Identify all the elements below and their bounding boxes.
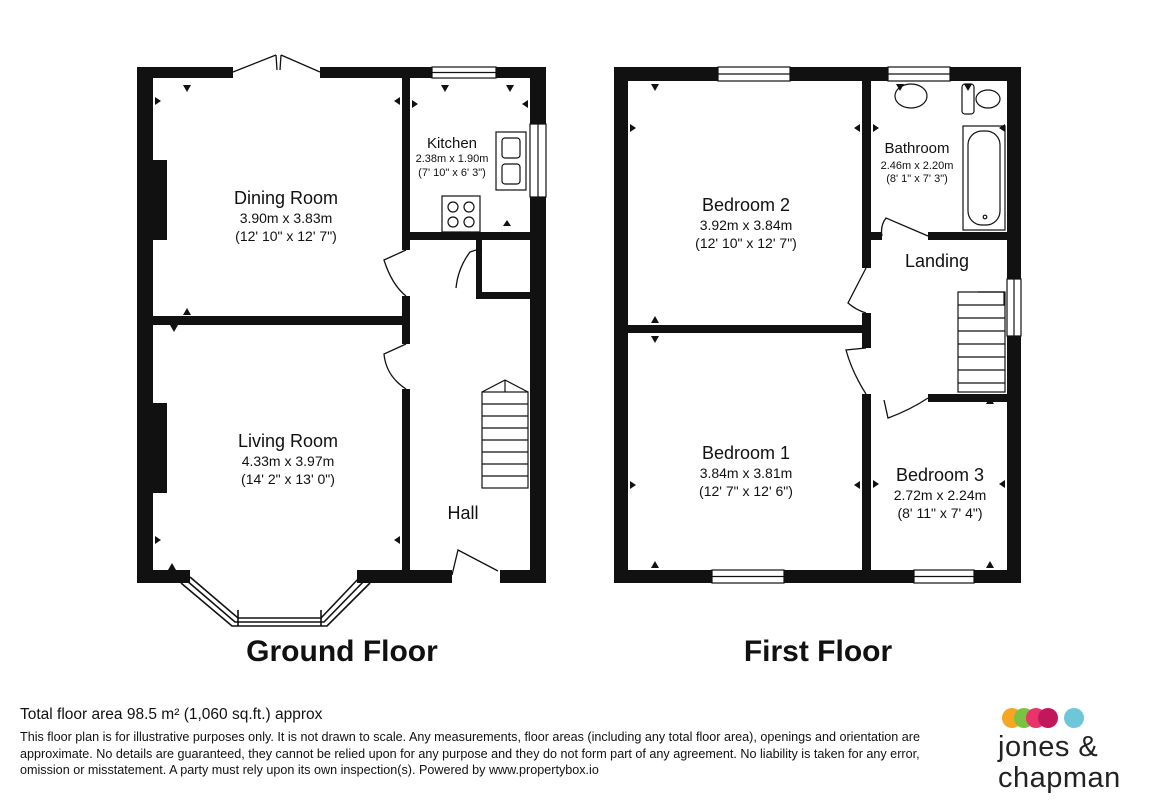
footer (20, 706, 960, 779)
bathroom-name: Bathroom (884, 140, 950, 157)
bedroom-2-metric: 3.92m x 3.84m (699, 217, 793, 233)
ground-floor-internal-walls (153, 67, 540, 570)
dining-room-metric: 3.90m x 3.83m (239, 210, 333, 226)
bedroom-2-imperial: (12' 10" x 12' 7") (695, 235, 797, 251)
hall-name: Hall (447, 503, 479, 523)
logo-dot-5 (1064, 708, 1084, 728)
logo-wordmark (998, 732, 1121, 794)
total-floor-area: Total floor area 98.5 m² (1,060 sq.ft.) approx (20, 706, 323, 723)
jones-chapman-logo (998, 706, 1148, 806)
logo-dot-4 (1038, 708, 1058, 728)
ground-floor-labels (234, 135, 488, 668)
first-floor-title: First Floor (743, 635, 893, 668)
disclaimer-text: This floor plan is for illustrative purposes only. It is not drawn to scale. Any measurements, floor areas (including any total floor area), openings and orientation are approximate. No details are guaranteed, they cannot be relied upon for any purpose and they do not form part of any agreement. No liability is taken for any error, omission or misstatement. A party must rely upon its own inspection(s). Powered by www.propertybox.io (20, 730, 920, 777)
bedroom-1-metric: 3.84m x 3.81m (699, 465, 793, 481)
first-floor-doors (846, 218, 928, 418)
ground-floor-stairs (482, 380, 528, 488)
living-room-imperial: (14' 2" x 13' 0") (241, 471, 335, 487)
bathroom-imperial: (8' 1" x 7' 3") (886, 173, 948, 185)
ground-floor-title: Ground Floor (246, 635, 438, 668)
ground-floor-plan (137, 55, 546, 668)
bedroom-1-imperial: (12' 7" x 12' 6") (699, 483, 793, 499)
kitchen-name: Kitchen (426, 135, 478, 152)
first-floor-labels (695, 140, 986, 668)
first-floor-plan (614, 67, 1021, 668)
bathroom-metric: 2.46m x 2.20m (880, 160, 954, 172)
logo-line-1: jones & (998, 731, 1099, 763)
kitchen-metric: 2.38m x 1.90m (415, 153, 489, 165)
bedroom-3-name: Bedroom 3 (895, 465, 985, 485)
living-room-name: Living Room (237, 431, 339, 451)
bedroom-3-imperial: (8' 11" x 7' 4") (897, 505, 983, 521)
living-room-metric: 4.33m x 3.97m (241, 453, 335, 469)
first-floor-stairs (958, 292, 1005, 392)
french-doors (233, 55, 320, 72)
bathroom-fittings (895, 84, 1005, 230)
bedroom-2-name: Bedroom 2 (701, 195, 791, 215)
bedroom-1-name: Bedroom 1 (701, 443, 791, 463)
kitchen-imperial: (7' 10" x 6' 3") (418, 167, 486, 179)
landing-name: Landing (904, 251, 970, 271)
bay-window (181, 577, 370, 626)
bedroom-3-metric: 2.72m x 2.24m (893, 487, 987, 503)
dining-room-imperial: (12' 10" x 12' 7") (235, 228, 337, 244)
logo-line-2: chapman (998, 762, 1121, 794)
dining-room-name: Dining Room (233, 188, 339, 208)
